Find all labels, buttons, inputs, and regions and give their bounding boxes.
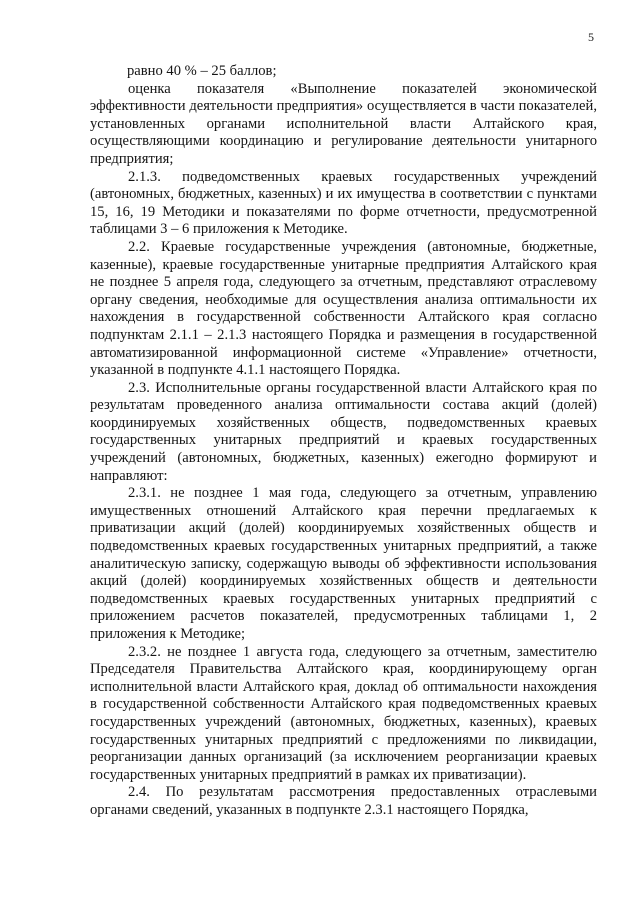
paragraph-2-3-1: 2.3.1. не позднее 1 мая года, следующего за отчетным, управлению имущественных отношений Алтайского края перечни предлагаемых к приватизации акций (долей) координируемых хозяйственных обществ и подведомственных краевых государственных унитарных предприятий, а также аналитическую записку, содержащую выводы об эффективности использования акций (долей) координируемых хозяйственных обществ и деятельности подведомственных краевых государственных унитарных предприятий с приложением расчетов показателей, предусмотренных таблицами 1, 2 приложения к Методике; (90, 485, 597, 642)
paragraph-2-2: 2.2. Краевые государственные учреждения (автономные, бюджетные, казенные), краевые государственные унитарные предприятия Алтайского края не позднее 5 апреля года, следующего за отчетным, представляют отраслевому органу сведения, необходимые для осуществления анализа оптимальности их нахождения в государственной собственности Алтайского края согласно подпунктам 2.1.1 – 2.1.3 настоящего Порядка и размещения в государственной автоматизированной информационной системе «Управление» отчетности, указанной в подпункте 4.1.1 настоящего Порядка. (90, 238, 597, 379)
paragraph-economic-efficiency: оценка показателя «Выполнение показателей экономической эффективности деятельности предприятия» осуществляется в части показателей, установленных органами исполнительной власти Алтайского края, осуществляющими координацию и регулирование деятельности унитарного предприятия; (90, 80, 597, 167)
document-body (90, 63, 597, 820)
page-number: 5 (588, 30, 594, 44)
paragraph-2-4: 2.4. По результатам рассмотрения предоставленных отраслевыми органами сведений, указанных в подпункте 2.3.1 настоящего Порядка, (90, 784, 597, 818)
paragraph-2-1-3: 2.1.3. подведомственных краевых государственных учреждений (автономных, бюджетных, казенных) и их имущества в соответствии с пунктами 15, 16, 19 Методики и показателями по форме отчетности, предусмотренной таблицами 3 – 6 приложения к Методике. (90, 168, 597, 238)
paragraph-score-40: равно 40 % – 25 баллов; (127, 63, 277, 79)
paragraph-2-3-2: 2.3.2. не позднее 1 августа года, следующего за отчетным, заместителю Председателя Правительства Алтайского края, координирующему орган исполнительной власти Алтайского края, доклад об оптимальности нахождения в государственной собственности Алтайского края подведомственных краевых государственных учреждений (автономных, бюджетных, казенных), краевых государственных унитарных предприятий с предложениями по ликвидации, реорганизации данных организаций (за исключением реорганизации краевых государственных унитарных предприятий в рамках их приватизации). (90, 643, 597, 783)
paragraph-2-3: 2.3. Исполнительные органы государственной власти Алтайского края по результатам проведенного анализа оптимальности состава акций (долей) координируемых хозяйственных обществ, подведомственных краевых государственных унитарных предприятий и краевых государственных учреждений (автономных, бюджетных, казенных) ежегодно формируют и направляют: (90, 379, 597, 484)
